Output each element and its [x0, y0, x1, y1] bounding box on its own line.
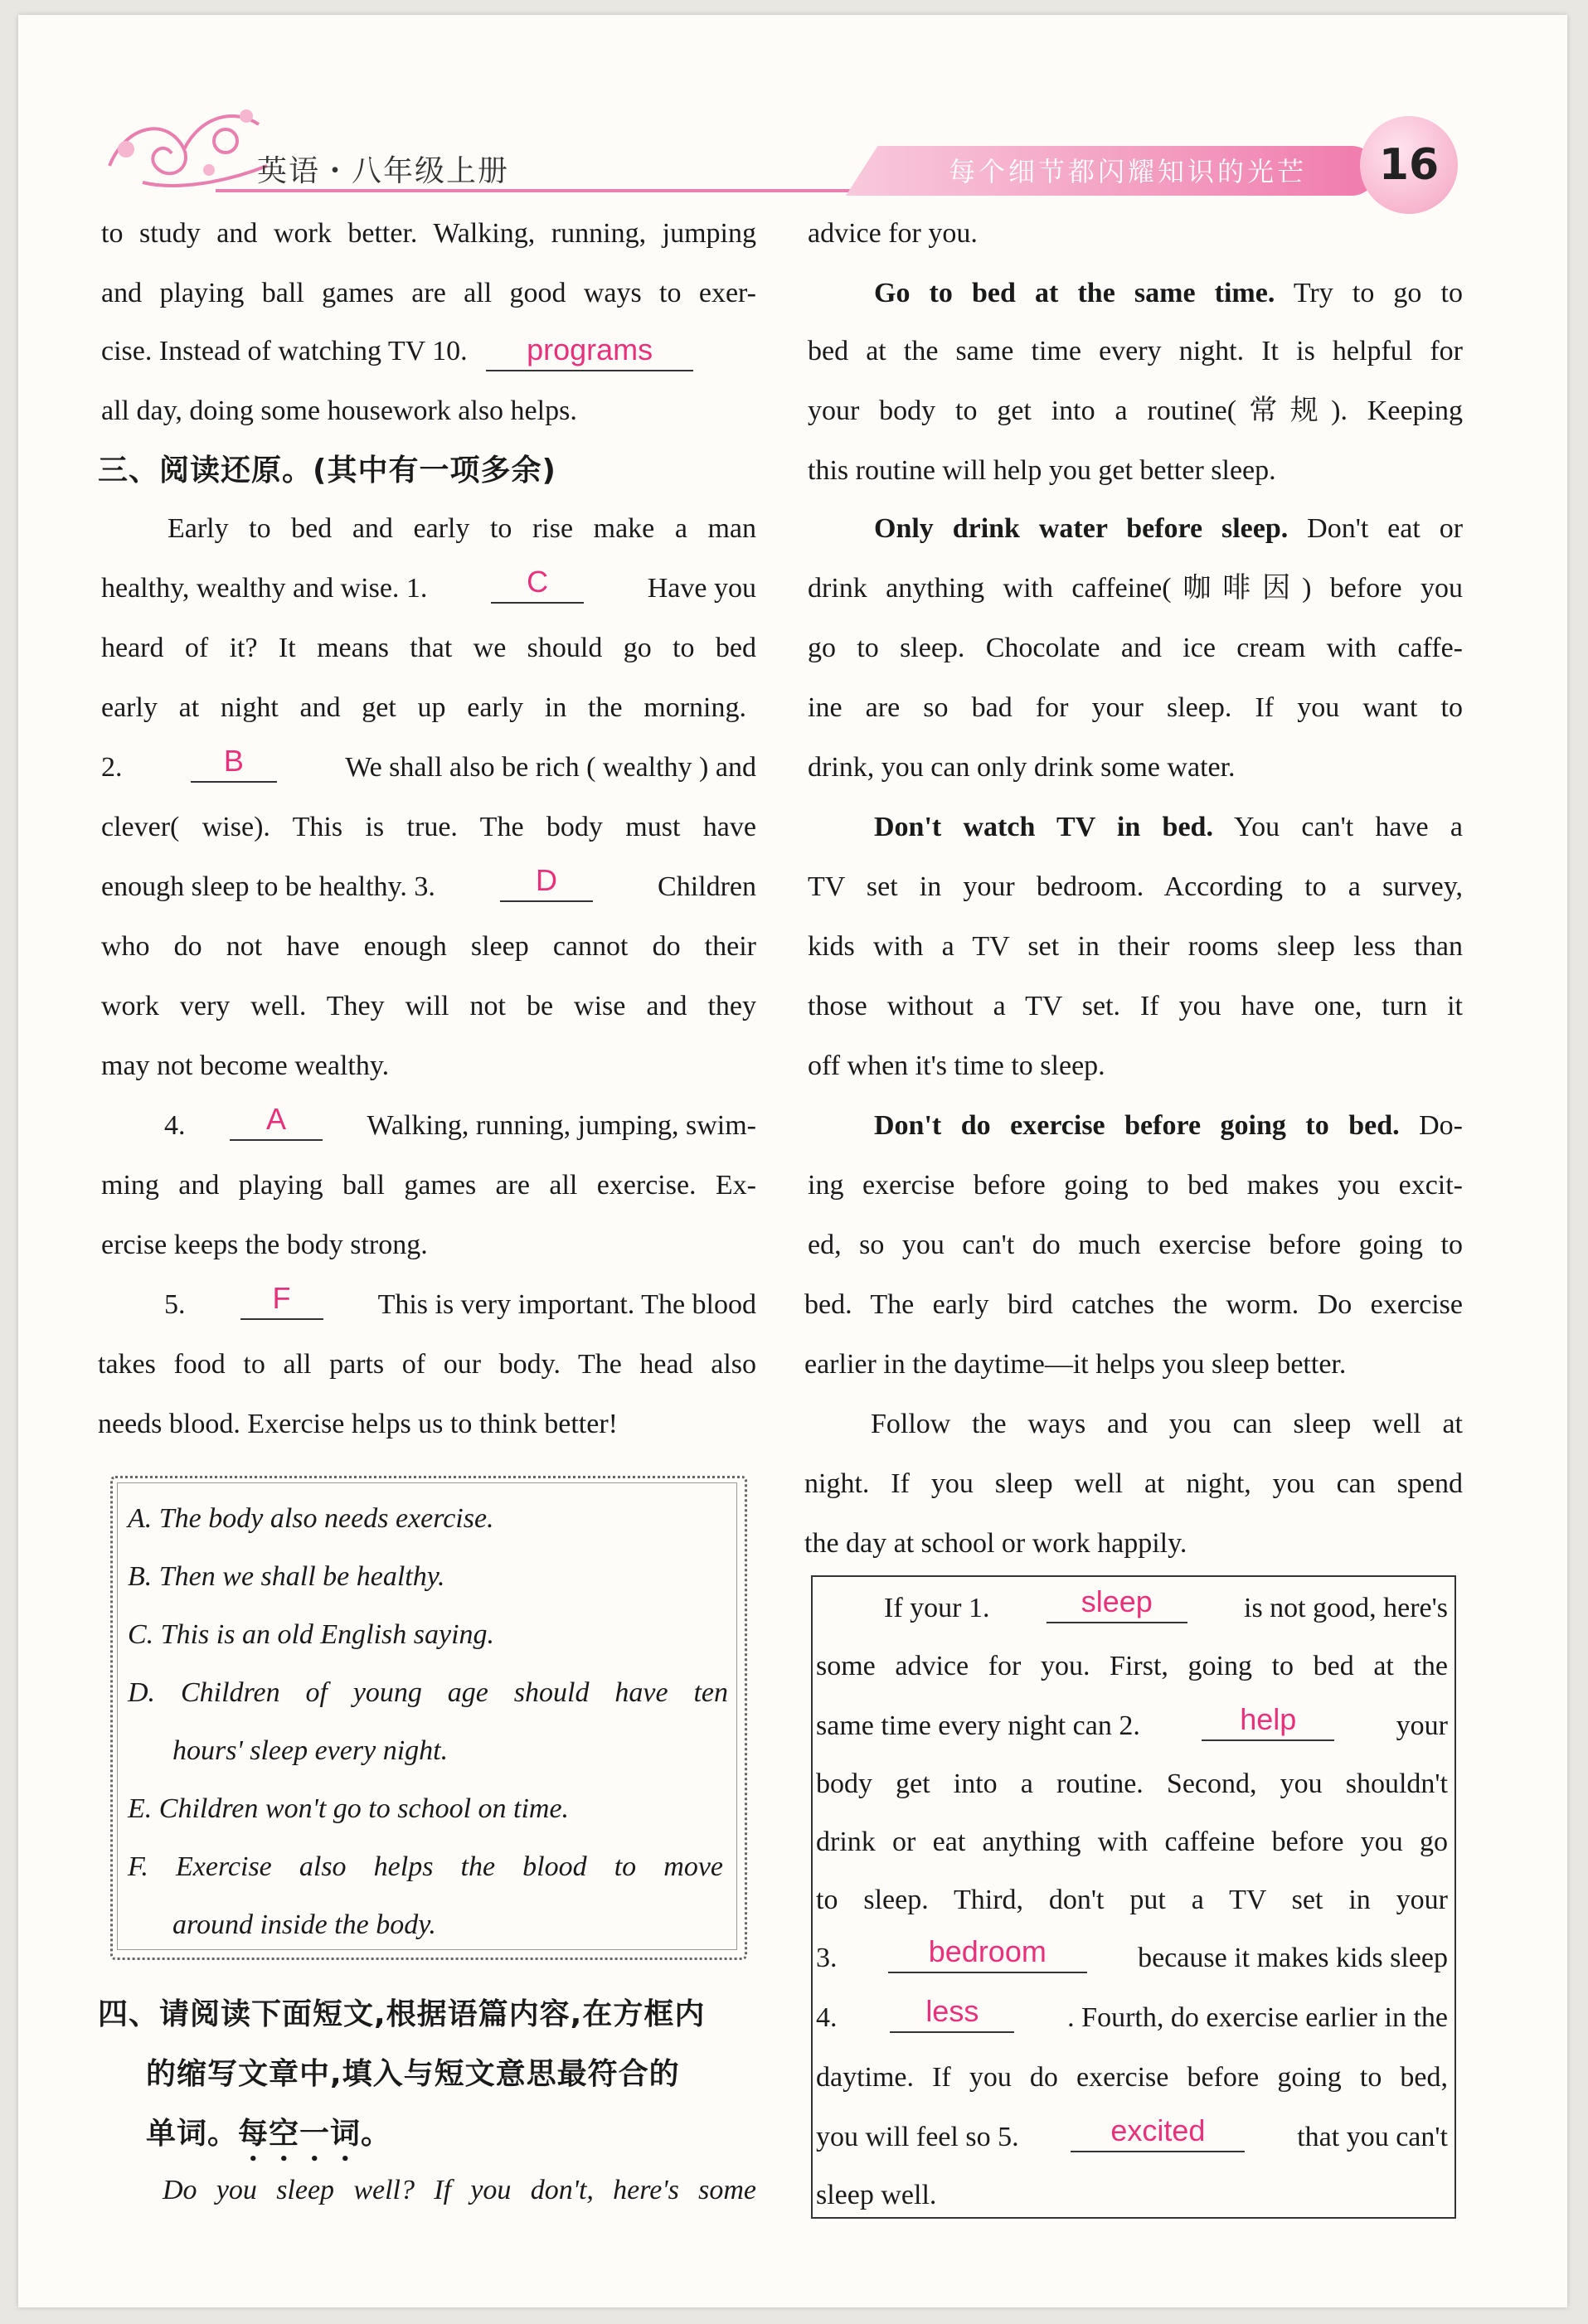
text-fragment: 2.	[101, 752, 123, 783]
text-line: kids with a TV set in their rooms sleep less than	[808, 931, 1463, 962]
text-line: to study and work better. Walking, running, jumping	[101, 218, 756, 249]
summary-blank-2: help	[1202, 1703, 1334, 1741]
text-line: daytime. If you do exercise before going to bed,	[816, 2062, 1448, 2093]
text-fragment: same time every night can 2.	[816, 1710, 1140, 1741]
text-line: your body to get into a routine(常规). Keeping	[808, 395, 1463, 426]
text-line: bed. The early bird catches the worm. Do exercise	[804, 1289, 1463, 1320]
text-line: ed, so you can't do much exercise before going to	[808, 1230, 1463, 1260]
text-line: body get into a routine. Second, you shouldn't	[816, 1768, 1448, 1799]
text-fragment: enough sleep to be healthy. 3.	[101, 871, 435, 902]
option-a: A. The body also needs exercise.	[128, 1503, 494, 1534]
text-fragment: Children	[658, 871, 756, 902]
text-line: off when it's time to sleep.	[808, 1050, 1105, 1081]
text-line: drink, you can only drink some water.	[808, 752, 1236, 783]
text-line	[884, 1585, 1448, 1632]
text-line: heard of it? It means that we should go to bed	[101, 633, 756, 663]
header-motto: 每个细节都闪耀知识的光芒	[948, 156, 1307, 187]
text-line: drink anything with caffeine(咖啡因) before you	[808, 573, 1463, 604]
text-line: this routine will help you get better sleep.	[808, 455, 1276, 486]
text-fragment: 5.	[164, 1289, 186, 1320]
option-d-cont: hours' sleep every night.	[172, 1735, 449, 1766]
text-line: night. If you sleep well at night, you can spend	[804, 1468, 1463, 1499]
text-fragment: 。	[361, 2117, 392, 2151]
answer-blank-4: A	[230, 1103, 323, 1141]
text-line: ming and playing ball games are all exercise. Ex-	[101, 1170, 756, 1201]
answer-blank-5: F	[240, 1282, 323, 1320]
text-line: to sleep. Third, don't put a TV set in your	[816, 1885, 1448, 1915]
text-line: and playing ball games are all good ways to exer-	[101, 278, 756, 308]
tip-heading-2: Only drink water before sleep.	[874, 513, 1289, 544]
text-line: go to sleep. Chocolate and ice cream with caffe-	[808, 633, 1463, 663]
text-line: clever( wise). This is true. The body must have	[101, 812, 756, 842]
tip-heading-3: Don't watch TV in bed.	[874, 812, 1213, 842]
text-fragment: cise. Instead of watching TV 10.	[101, 336, 468, 366]
answer-blank-10: programs	[486, 333, 693, 371]
floral-ornament-icon	[93, 91, 275, 199]
page-number: 16	[1360, 116, 1458, 214]
text-line: ing exercise before going to bed makes you excit-	[808, 1170, 1463, 1201]
text-line	[816, 1935, 1448, 1982]
text-line: some advice for you. First, going to bed at the	[816, 1651, 1448, 1681]
text-line: Do you sleep well? If you don't, here's some	[163, 2175, 756, 2205]
emphasized-text: 每空一词	[238, 2117, 362, 2151]
text-line	[164, 1282, 756, 1328]
text-fragment: Try to go to	[1293, 278, 1463, 308]
section-three-heading: 三、阅读还原。(其中有一项多余)	[98, 454, 556, 488]
text-line: who do not have enough sleep cannot do their	[101, 931, 756, 962]
text-line: Early to bed and early to rise make a man	[168, 513, 756, 544]
answer-blank-2: B	[191, 745, 277, 783]
text-line: advice for you.	[808, 218, 978, 249]
text-line: needs blood. Exercise helps us to think better!	[98, 1409, 618, 1439]
section-four-heading: 四、请阅读下面短文,根据语篇内容,在方框内	[98, 1997, 706, 2031]
text-line: the day at school or work happily.	[804, 1528, 1187, 1559]
text-line: Follow the ways and you can sleep well at	[871, 1409, 1463, 1439]
text-line	[164, 1103, 756, 1149]
tip-heading-4: Don't do exercise before going to bed.	[874, 1110, 1400, 1141]
text-fragment: 3.	[816, 1943, 838, 1973]
text-fragment: that you can't	[1297, 2122, 1448, 2152]
text-line	[874, 506, 1463, 552]
answer-blank-1: C	[491, 565, 584, 604]
text-fragment: This is very important. The blood	[377, 1289, 756, 1320]
text-fragment: Don't eat or	[1307, 513, 1464, 544]
text-line: those without a TV set. If you have one, turn it	[808, 991, 1463, 1021]
text-line: sleep well.	[816, 2180, 937, 2210]
text-fragment: is not good, here's	[1244, 1593, 1448, 1623]
text-fragment: . Fourth, do exercise earlier in the	[1067, 2002, 1448, 2033]
text-line: early at night and get up early in the morning.	[101, 692, 746, 723]
book-title: 英语・八年级上册	[257, 154, 510, 188]
option-f: F. Exercise also helps the blood to move	[128, 1851, 723, 1882]
text-fragment: 4.	[816, 2002, 838, 2033]
text-fragment: We shall also be rich ( wealthy ) and	[345, 752, 756, 783]
text-line: all day, doing some housework also helps.	[101, 395, 577, 426]
text-fragment: 4.	[164, 1110, 186, 1141]
text-fragment: you will feel so 5.	[816, 2122, 1019, 2152]
text-fragment: Have you	[647, 573, 756, 604]
text-fragment: You can't have a	[1233, 812, 1463, 842]
text-fragment: because it makes kids sleep	[1138, 1943, 1448, 1973]
tip-heading-1: Go to bed at the same time.	[874, 278, 1275, 308]
text-line: earlier in the daytime—it helps you sleep better.	[804, 1349, 1347, 1380]
text-line: takes food to all parts of our body. The head also	[98, 1349, 756, 1380]
option-b: B. Then we shall be healthy.	[128, 1561, 445, 1592]
text-line: work very well. They will not be wise and they	[101, 991, 756, 1021]
text-line	[874, 804, 1463, 851]
text-line	[874, 1103, 1463, 1149]
option-d: D. Children of young age should have ten	[128, 1677, 728, 1708]
text-line	[816, 1995, 1448, 2041]
text-fragment: Walking, running, jumping, swim-	[367, 1110, 756, 1141]
text-fragment: If your 1.	[884, 1593, 990, 1623]
text-line	[816, 2114, 1448, 2161]
text-line: drink or eat anything with caffeine before you go	[816, 1827, 1448, 1857]
text-line	[101, 745, 756, 791]
text-line	[101, 864, 756, 910]
text-line	[101, 565, 756, 612]
option-e: E. Children won't go to school on time.	[128, 1793, 570, 1824]
summary-blank-3: bedroom	[888, 1935, 1087, 1973]
summary-blank-5: excited	[1071, 2114, 1245, 2152]
text-line: bed at the same time every night. It is helpful for	[808, 336, 1463, 366]
summary-blank-4: less	[890, 1995, 1014, 2033]
section-four-heading-cont	[146, 2108, 391, 2161]
text-line: may not become wealthy.	[101, 1050, 390, 1081]
option-f-cont: around inside the body.	[172, 1909, 436, 1940]
section-four-heading-cont: 的缩写文章中,填入与短文意思最符合的	[146, 2057, 680, 2091]
text-fragment: healthy, wealthy and wise. 1.	[101, 573, 428, 604]
answer-blank-3: D	[500, 864, 593, 902]
text-fragment: 单词。	[146, 2117, 239, 2151]
text-line: TV set in your bedroom. According to a survey,	[808, 871, 1463, 902]
text-line	[874, 270, 1463, 317]
text-fragment: your	[1396, 1710, 1448, 1741]
text-line	[101, 328, 756, 375]
text-fragment: Do-	[1419, 1110, 1463, 1141]
text-line	[816, 1703, 1448, 1749]
text-line: ercise keeps the body strong.	[101, 1230, 428, 1260]
summary-blank-1: sleep	[1047, 1585, 1187, 1623]
text-line: ine are so bad for your sleep. If you want to	[808, 692, 1463, 723]
option-c: C. This is an old English saying.	[128, 1619, 495, 1650]
